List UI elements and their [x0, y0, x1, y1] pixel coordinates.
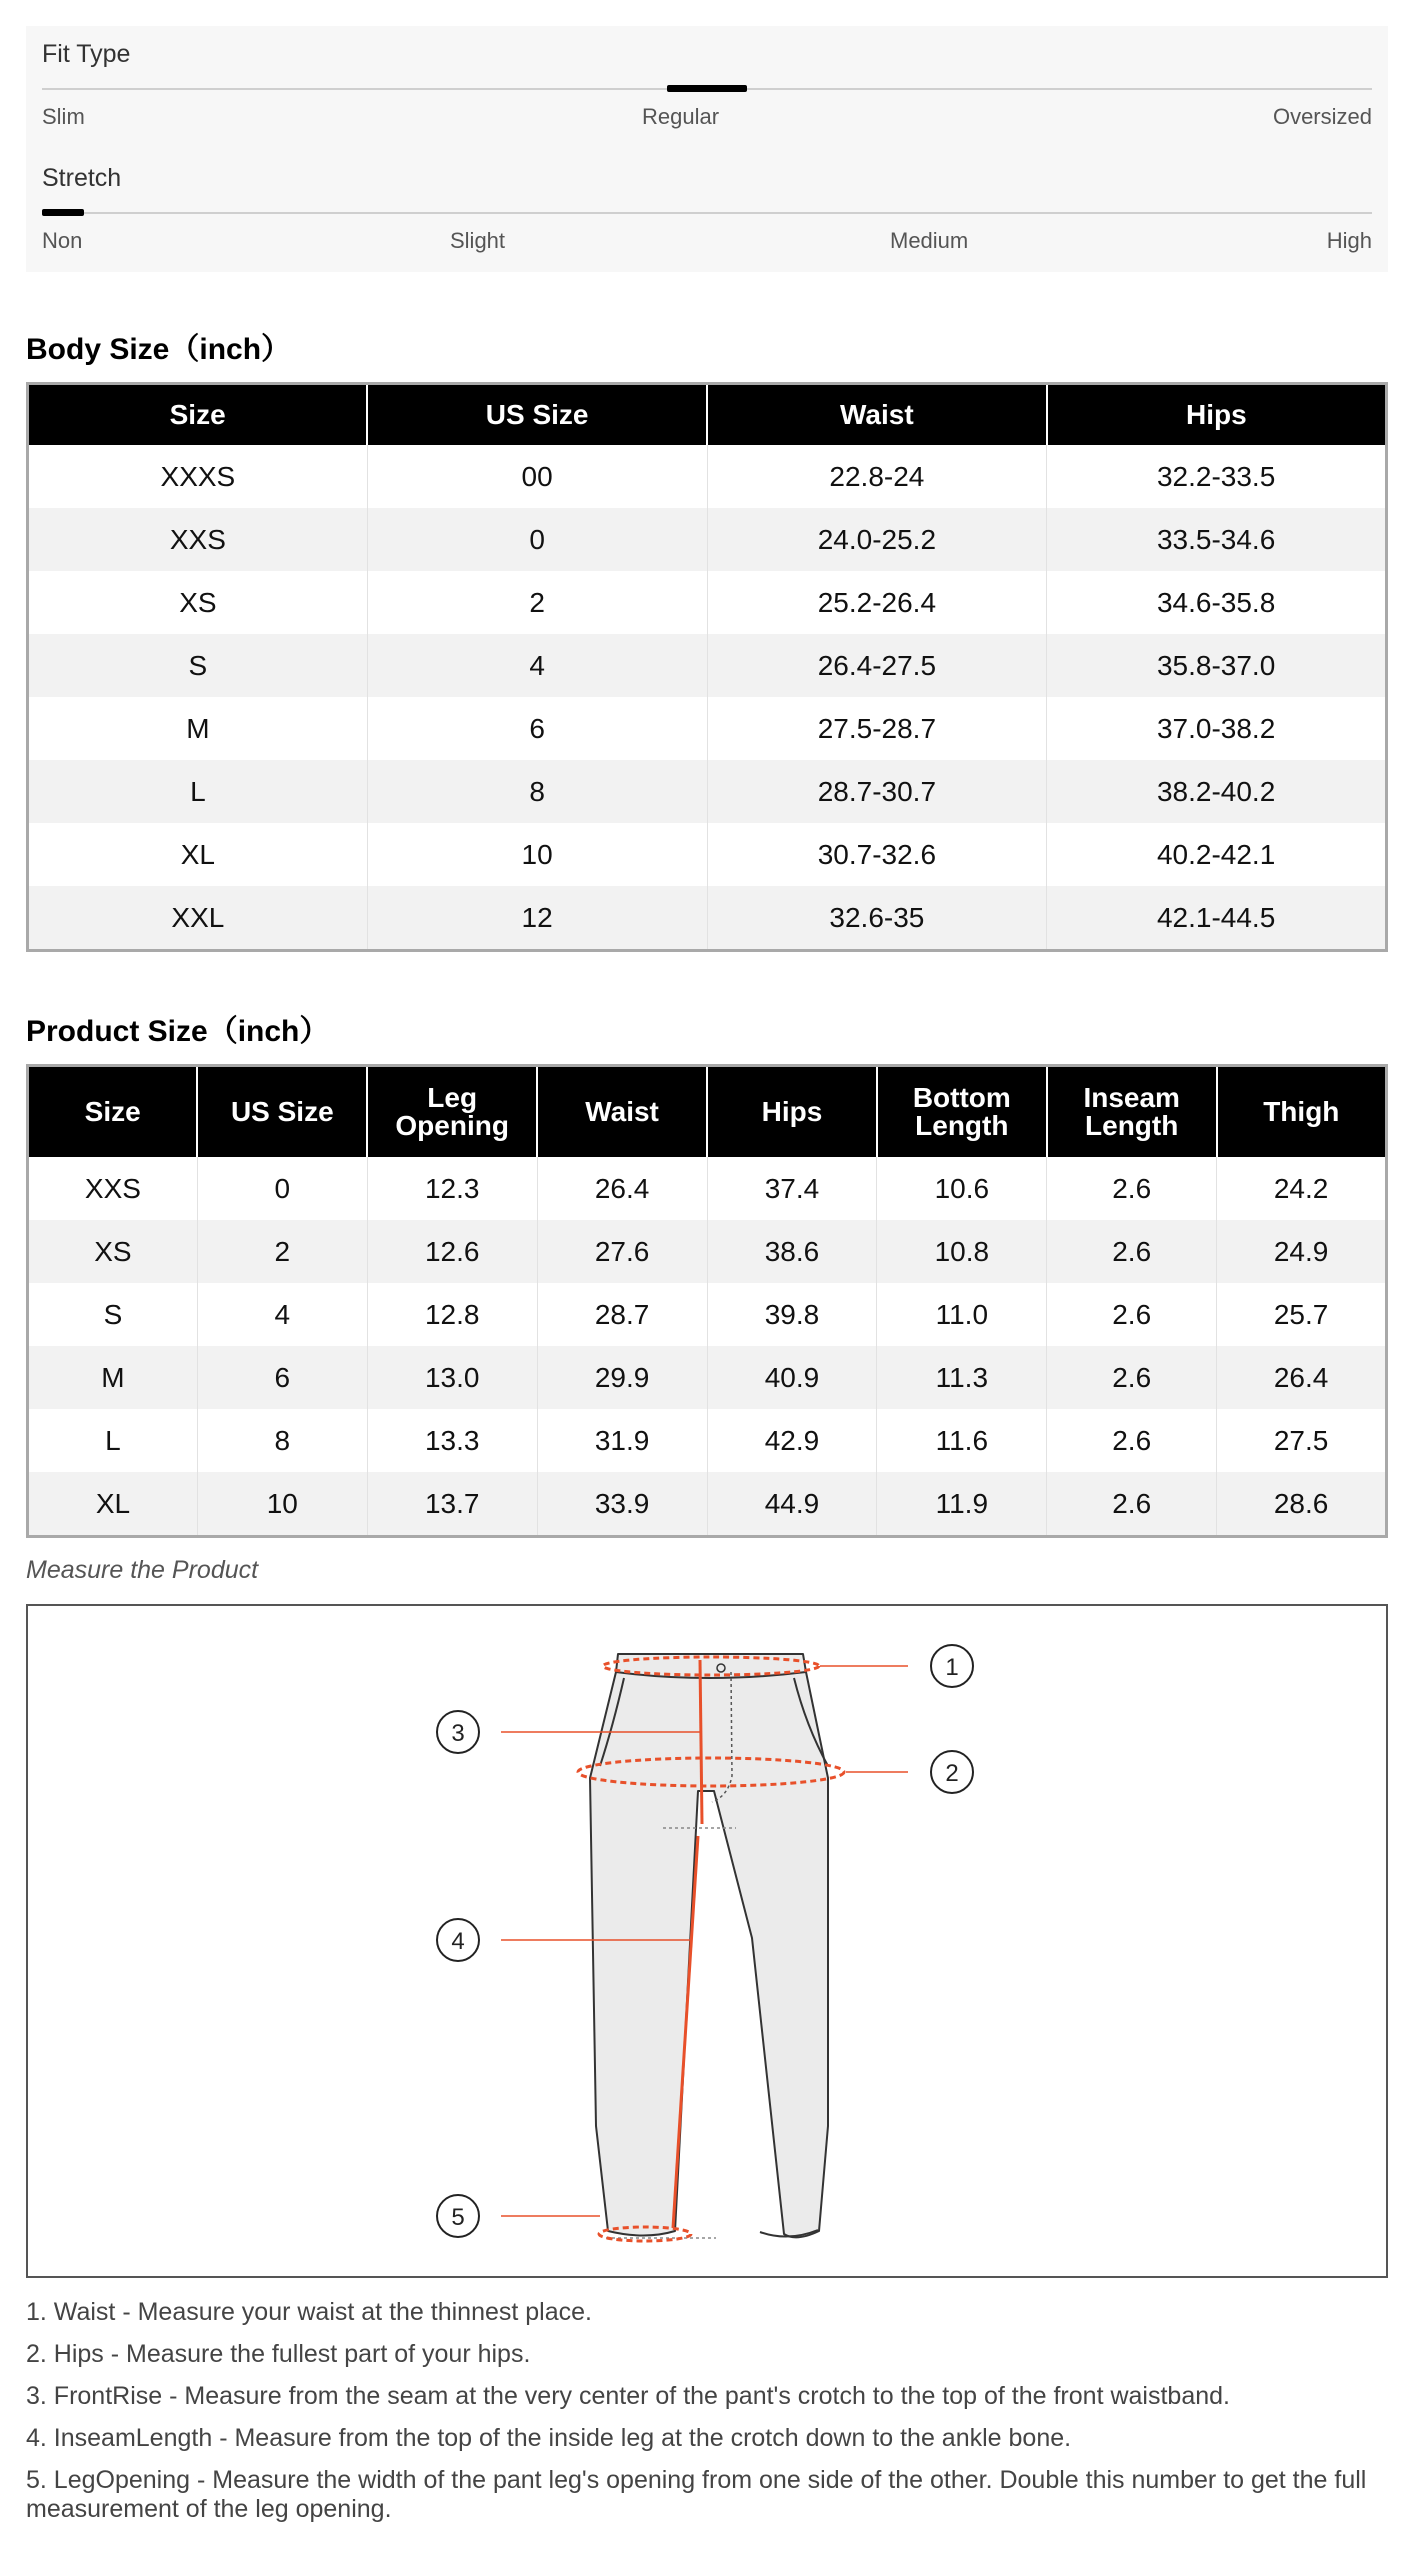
product-size-cell: 2.6 — [1047, 1409, 1217, 1472]
body-size-cell: 30.7-32.6 — [707, 823, 1047, 886]
product-size-cell: 2.6 — [1047, 1157, 1217, 1220]
product-size-cell: 8 — [197, 1409, 367, 1472]
body-size-cell: XXXS — [160, 460, 236, 492]
front-rise-line — [700, 1660, 702, 1824]
marker-2-label: 2 — [945, 1760, 959, 1787]
product-size-cell: 31.9 — [537, 1409, 707, 1472]
product-size-cell: 0 — [197, 1157, 367, 1220]
body-size-cell: 34.6-35.8 — [1047, 571, 1387, 634]
note-leg-opening: 5. LegOpening - Measure the width of the pant leg's opening from one side of the other. Double this number to get the full measurement of the leg opening. — [26, 2466, 1367, 2523]
product-size-row — [28, 1283, 1387, 1346]
body-size-cell: 4 — [367, 634, 707, 697]
product-size-cell: 12.6 — [367, 1220, 537, 1283]
prod-header-size: Size — [28, 1066, 198, 1158]
body-size-cell: 32.6-35 — [707, 886, 1047, 951]
prod-header-inseam-length: Inseam Length — [1047, 1066, 1217, 1158]
fit-label-oversized: Oversized — [1272, 104, 1372, 129]
body-header-us-size: US Size — [367, 384, 707, 446]
product-size-cell: 44.9 — [707, 1472, 877, 1537]
body-size-cell: 32.2-33.5 — [1047, 445, 1387, 508]
note-hips: 2. Hips - Measure the fullest part of your hips. — [26, 2340, 531, 2368]
product-size-cell: 12.8 — [367, 1283, 537, 1346]
body-header-hips: Hips — [1047, 384, 1387, 446]
marker-3-label: 3 — [451, 1720, 465, 1747]
body-size-row — [28, 445, 1387, 508]
body-size-cell: S — [28, 634, 368, 697]
fit-type-title: Fit Type — [42, 40, 131, 68]
marker-2 — [931, 1751, 973, 1793]
product-size-cell: 39.8 — [707, 1283, 877, 1346]
measure-diagram-box — [26, 1604, 1388, 2278]
product-size-cell: 26.4 — [1217, 1346, 1387, 1409]
body-size-cell: 38.2-40.2 — [1047, 760, 1387, 823]
body-size-cell: L — [28, 760, 368, 823]
body-size-row — [28, 697, 1387, 760]
product-size-cell: 28.7 — [537, 1283, 707, 1346]
marker-1-label: 1 — [945, 1654, 959, 1681]
product-size-cell: 24.9 — [1217, 1220, 1387, 1283]
body-size-title: Body Size（inch） — [26, 333, 292, 366]
body-size-row — [28, 634, 1387, 697]
stretch-title: Stretch — [42, 164, 122, 192]
body-size-table — [26, 382, 1388, 952]
body-size-cell: 22.8-24 — [707, 445, 1047, 508]
product-size-cell: 11.3 — [877, 1346, 1047, 1409]
product-size-cell: 42.9 — [707, 1409, 877, 1472]
fit-label-regular: Regular — [642, 104, 720, 129]
product-size-cell: M — [28, 1346, 198, 1409]
marker-5-label: 5 — [451, 2204, 465, 2231]
product-size-row — [28, 1157, 1387, 1220]
product-size-cell: 37.4 — [707, 1157, 877, 1220]
marker-3 — [437, 1711, 479, 1753]
product-size-cell: XS — [28, 1220, 198, 1283]
body-size-row — [28, 760, 1387, 823]
stretch-labels — [42, 228, 1372, 258]
body-size-cell: 10 — [367, 823, 707, 886]
body-size-cell: XXL — [28, 886, 368, 951]
product-size-cell: 11.0 — [877, 1283, 1047, 1346]
marker-5 — [437, 2195, 479, 2237]
product-size-cell: 29.9 — [537, 1346, 707, 1409]
product-size-cell: 6 — [197, 1346, 367, 1409]
product-size-cell: 38.6 — [707, 1220, 877, 1283]
product-size-cell: XL — [28, 1472, 198, 1537]
product-size-cell: 2.6 — [1047, 1346, 1217, 1409]
product-size-row — [28, 1346, 1387, 1409]
product-size-cell: 26.4 — [537, 1157, 707, 1220]
body-size-cell: 12 — [367, 886, 707, 951]
product-size-cell: L — [105, 1424, 121, 1456]
product-size-cell: 27.5 — [1217, 1409, 1387, 1472]
note-front-rise: 3. FrontRise - Measure from the seam at the very center of the pant's crotch to the top of the front waistband. — [26, 2382, 1230, 2410]
marker-4-label: 4 — [451, 1928, 465, 1955]
note-inseam-length: 4. InseamLength - Measure from the top of the inside leg at the crotch down to the ankle bone. — [26, 2424, 1072, 2452]
product-size-cell: 10 — [197, 1472, 367, 1537]
product-size-row — [28, 1409, 1387, 1472]
product-size-cell: S — [103, 1298, 123, 1330]
stretch-label-slight: Slight — [450, 228, 506, 253]
product-size-cell: XXS — [84, 1172, 141, 1204]
body-size-cell: XL — [180, 838, 215, 870]
stretch-label-non: Non — [42, 228, 83, 253]
body-size-cell: 37.0-38.2 — [1047, 697, 1387, 760]
body-size-cell: 27.5-28.7 — [707, 697, 1047, 760]
product-size-title: Product Size（inch） — [26, 1015, 330, 1048]
product-size-cell: 2 — [197, 1220, 367, 1283]
product-size-cell: 27.6 — [537, 1220, 707, 1283]
product-size-table — [26, 1064, 1388, 1538]
body-size-row — [28, 823, 1387, 886]
fit-type-marker — [667, 85, 747, 92]
body-size-cell: XXS — [28, 508, 368, 571]
product-size-cell: 40.9 — [707, 1346, 877, 1409]
body-size-cell: 33.5-34.6 — [1047, 508, 1387, 571]
body-size-cell: 42.1-44.5 — [1047, 886, 1387, 951]
body-size-cell: 6 — [367, 697, 707, 760]
product-size-cell: 10.6 — [877, 1157, 1047, 1220]
body-size-cell: 25.2-26.4 — [707, 571, 1047, 634]
body-size-header-row — [28, 384, 1387, 446]
fit-panel — [26, 26, 1388, 272]
product-size-cell: 10.8 — [877, 1220, 1047, 1283]
product-size-cell: 13.0 — [367, 1346, 537, 1409]
body-header-size: Size — [28, 384, 368, 446]
body-size-row — [28, 886, 1387, 951]
body-size-row — [28, 508, 1387, 571]
product-size-cell: 24.2 — [1217, 1157, 1387, 1220]
prod-header-bottom-length: Bottom Length — [877, 1066, 1047, 1158]
body-size-row — [28, 571, 1387, 634]
product-size-cell: 2.6 — [1047, 1220, 1217, 1283]
prod-header-waist: Waist — [537, 1066, 707, 1158]
body-header-waist: Waist — [707, 384, 1047, 446]
body-size-cell: 2 — [367, 571, 707, 634]
body-size-cell: 28.7-30.7 — [707, 760, 1047, 823]
product-size-cell: 13.7 — [367, 1472, 537, 1537]
body-size-cell: 35.8-37.0 — [1047, 634, 1387, 697]
product-size-cell: 33.9 — [537, 1472, 707, 1537]
product-size-cell: 11.6 — [877, 1409, 1047, 1472]
body-size-cell: 8 — [367, 760, 707, 823]
body-size-cell: 24.0-25.2 — [707, 508, 1047, 571]
prod-header-us-size: US Size — [197, 1066, 367, 1158]
product-size-row — [28, 1472, 1387, 1537]
body-size-cell: 00 — [367, 445, 707, 508]
stretch-marker — [42, 209, 84, 216]
pants-icon — [590, 1654, 828, 2237]
measure-notes — [26, 2298, 1386, 2537]
marker-1 — [931, 1645, 973, 1687]
body-size-cell: XS — [179, 586, 217, 618]
stretch-label-medium: Medium — [890, 228, 969, 253]
product-size-cell: 4 — [197, 1283, 367, 1346]
fit-label-slim: Slim — [42, 104, 85, 129]
product-size-cell: 2.6 — [1047, 1283, 1217, 1346]
prod-header-hips: Hips — [707, 1066, 877, 1158]
product-size-cell: 11.9 — [877, 1472, 1047, 1537]
pants-measure-diagram — [28, 1606, 1386, 2276]
fit-type-labels — [42, 104, 1372, 134]
product-size-cell: 25.7 — [1217, 1283, 1387, 1346]
product-size-header-row — [28, 1066, 1387, 1158]
body-size-cell: M — [186, 712, 210, 744]
marker-4 — [437, 1919, 479, 1961]
measure-caption: Measure the Product — [26, 1556, 259, 1584]
body-size-cell: 0 — [367, 508, 707, 571]
stretch-label-high: High — [1326, 228, 1372, 253]
body-size-cell: 26.4-27.5 — [707, 634, 1047, 697]
prod-header-thigh: Thigh — [1217, 1066, 1387, 1158]
product-size-cell: 13.3 — [367, 1409, 537, 1472]
note-waist: 1. Waist - Measure your waist at the thinnest place. — [26, 2298, 592, 2326]
product-size-cell: 2.6 — [1047, 1472, 1217, 1537]
product-size-row — [28, 1220, 1387, 1283]
body-size-cell: 40.2-42.1 — [1047, 823, 1387, 886]
prod-header-leg-opening: Leg Opening — [367, 1066, 537, 1158]
product-size-cell: 28.6 — [1217, 1472, 1387, 1537]
product-size-cell: 12.3 — [367, 1157, 537, 1220]
stretch-track — [42, 212, 1372, 214]
